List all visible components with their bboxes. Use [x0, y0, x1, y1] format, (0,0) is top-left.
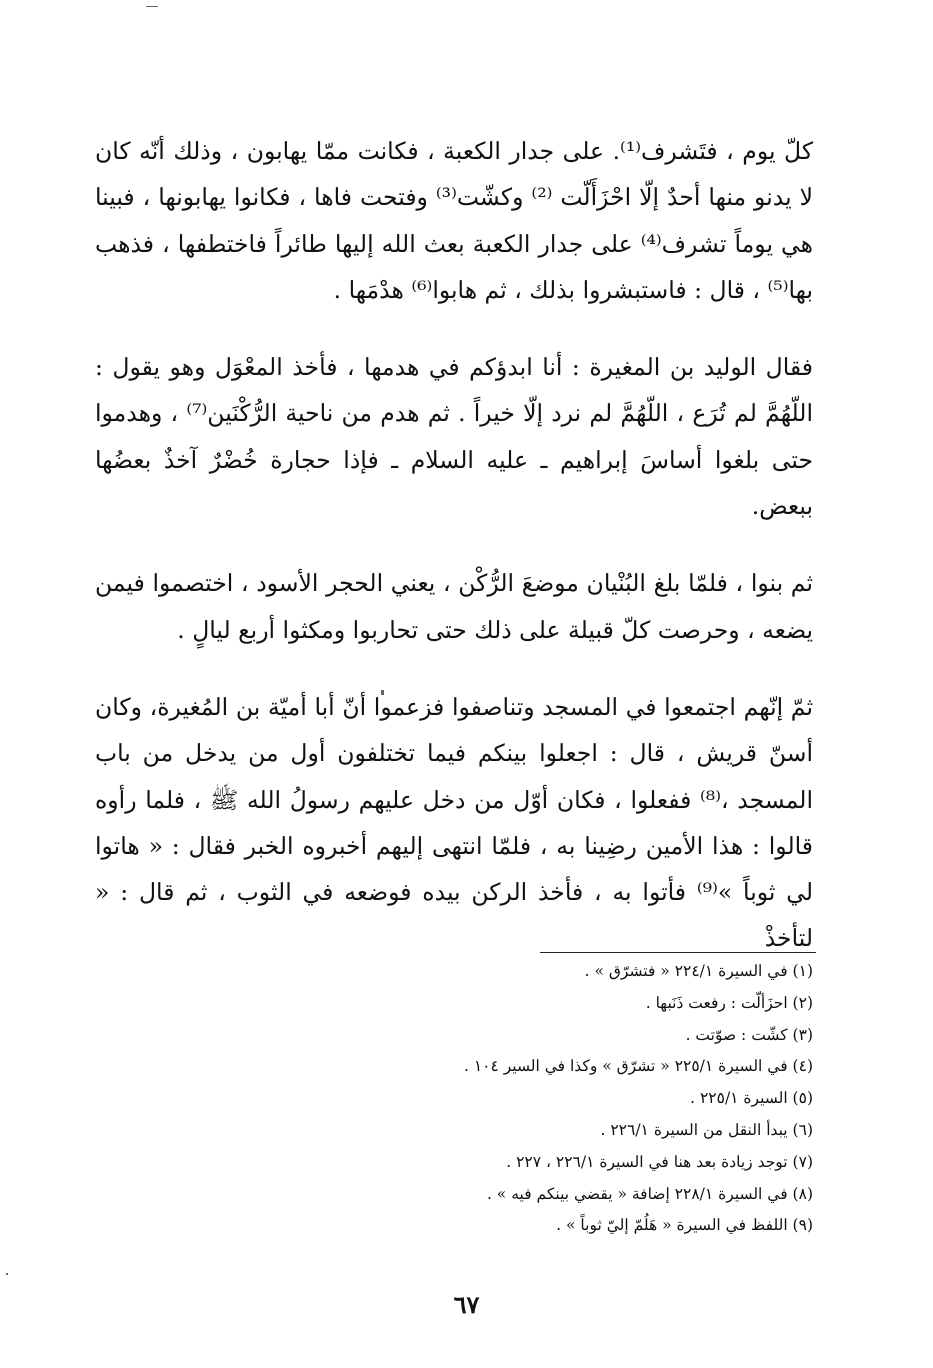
- page-number: ٦٧: [453, 1290, 480, 1319]
- footnote: (٩) اللفظ في السيرة « هَلُمّ إليّ ثوباً » .: [556, 1216, 813, 1235]
- scan-mark-top: [146, 6, 158, 7]
- footnote: (٦) يبدأ النقل من السيرة ٢٢٦/١ .: [600, 1120, 813, 1139]
- footnote: (٤) في السيرة ٢٢٥/١ « تشرّق » وكذا في السير ١٠٤ .: [463, 1057, 813, 1076]
- paragraph: ثمّ إنّهم اجتمعوا في المسجد وتناصفوا فزعموا أنّ أبا أميّة بن المُغيرة، وكان أسنّ قريش ، قال : اجعلوا بينكم فيما تختلفون أول من يدخل من باب المسجد ،⁽⁸⁾ ففعلوا ، فكان أوّل من دخل عليهم رسولُ الله ﷺ ، فلما رأوه قالوا : هذا الأمين رضِينا به ، فلمّا انتهى إليهم أخبروه الخبر فقال : « هاتوا لي ثوباً »⁽⁹⁾ فأتوا به ، فأخذ الركن بيده فوضعه في الثوب ، ثم قال : « لتأخذْ: [95, 692, 813, 953]
- footnote-divider: [540, 952, 816, 953]
- paragraph: كلّ يوم ، فتَشرف⁽¹⁾. على جدار الكعبة ، فكانت ممّا يهابون ، وذلك أنّه كان لا يدنو منها أحدٌ إلّا احْزَأَلّت ⁽²⁾ وكشّت⁽³⁾ وفتحت فاها ، فكانوا يهابونها ، فبينا هي يوماً تشرف⁽⁴⁾ على جدار الكعبة بعث الله إليها طائراً فاختطفها ، فذهب بها⁽⁵⁾ ، قال : فاستبشروا بذلك ، ثم هابوا⁽⁶⁾ هدْمَها .: [95, 137, 814, 304]
- footnotes-list: [95, 956, 813, 1242]
- footnote: (٥) السيرة ٢٢٥/١ .: [690, 1089, 813, 1108]
- scan-mark-left: [6, 1273, 8, 1275]
- footnote: (٧) توجد زيادة بعد هنا في السيرة ٢٢٦/١ ، ٢٢٧ .: [506, 1152, 813, 1171]
- footnote: (٢) احزَألّت : رفعت ذَنَبها .: [645, 993, 813, 1012]
- paragraph: ثم بنوا ، فلمّا بلغ البُنْيان موضعَ الرُّكْن ، يعني الحجر الأسود ، اختصموا فيمن يضعه ، وحرصت كلّ قبيلة على ذلك حتى تحاربوا ومكثوا أربع ليالٍ .: [95, 569, 813, 644]
- footnote: (٣) كشّت : صوّتت .: [685, 1025, 813, 1044]
- footnote: (٨) في السيرة ٢٢٨/١ إضافة « يقضي بينكم فيه » .: [486, 1184, 813, 1203]
- main-text: [95, 128, 813, 993]
- paragraph: فقال الوليد بن المغيرة : أنا ابدؤكم في هدمها ، فأخذ المعْوَل وهو يقول : اللّهُمَّ لم تُرَع ، اللّهُمَّ لم نرد إلّا خيراً . ثم هدم من ناحية الرُّكْنَين⁽⁷⁾ ، وهدموا حتى بلغوا أساسَ إبراهيم ـ عليه السلام ـ فإذا حجارة خُضْرٌ آخذٌ بعضُها ببعض.: [95, 353, 813, 521]
- footnote: (١) في السيرة ٢٢٤/١ « فتشرّق » .: [584, 962, 813, 980]
